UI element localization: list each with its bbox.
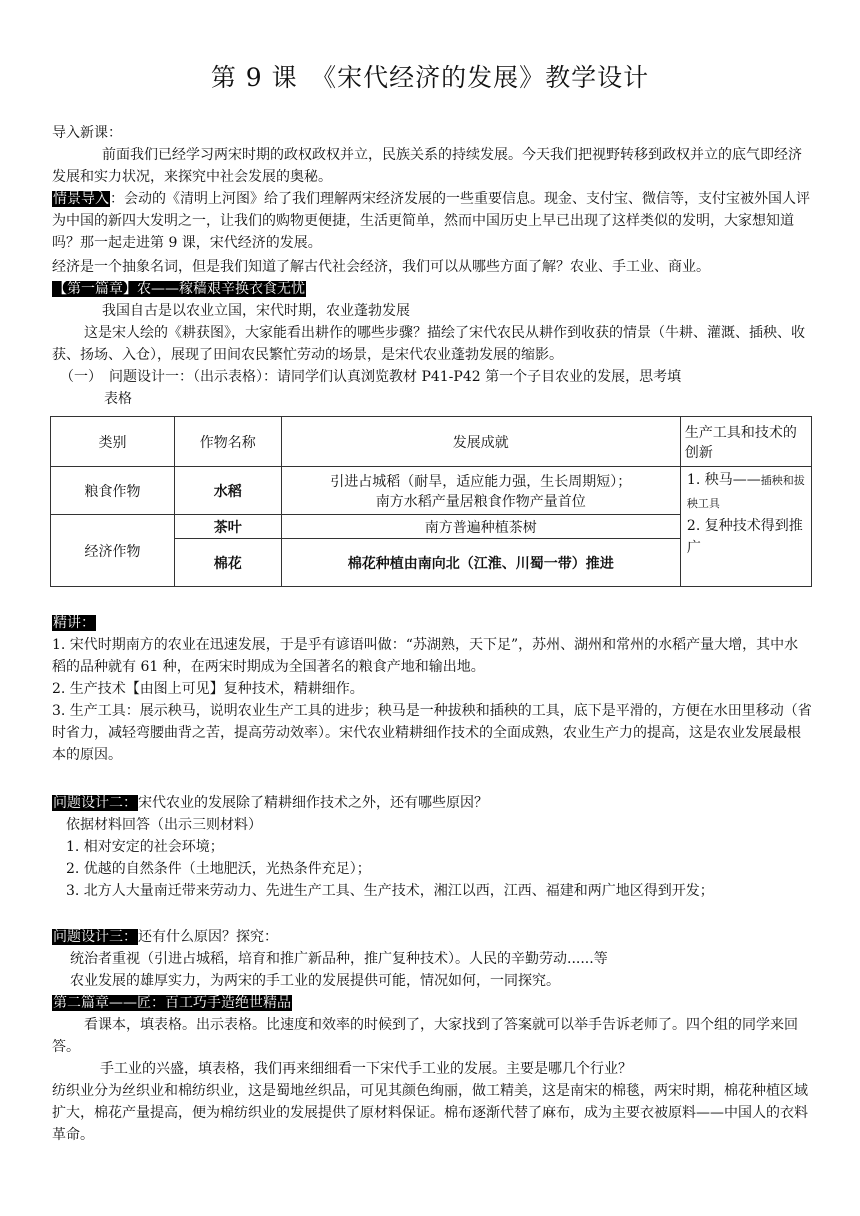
question2-item-1: 1. 相对安定的社会环境； [66, 839, 224, 855]
header-achievement: 发展成就 [281, 417, 680, 467]
chapter2-paragraph-3: 纺织业分为丝织业和棉纺织业，这是蜀地丝织品，可见其颜色绚丽，做工精美，这是南宋的棉毯，两宋时期，棉花种植区域扩大，棉花产量提高，便为棉纺织业的发展提供了原材料保证。棉布逐渐代替了麻布，成为主要衣被原料——中国人的衣料革命。 [52, 1083, 808, 1143]
cell-achievement: 棉花种植由南向北（江淮、川蜀一带）推进 [281, 539, 680, 587]
cell-achievement: 南方普遍种植茶树 [281, 515, 680, 539]
scene-intro-text: ：会动的《清明上河图》给了我们理解两宋经济发展的一些重要信息。现金、支付宝、微信等，支付宝被外国人评为中国的新四大发明之一，让我们的购物更便捷，生活更简单，然而中国历史上早已出现了这样类似的发明，大家想知道吗？那一起走进第 9 课，宋代经济的发展。 [52, 191, 810, 251]
chapter1-line1: 我国自古是以农业立国，宋代时期，农业蓬勃发展 [102, 303, 410, 319]
tools-item-1: 1. 秧马——插秧和拔秧工具 [686, 472, 805, 510]
question3-line1: 统治者重视（引进占城稻，培育和推广新品种，推广复种技术）。人民的辛勤劳动......等 [70, 951, 608, 967]
question1-line1: （一） 问题设计一：（出示表格）：请同学们认真浏览教材 P41-P42 第一个子目农业的发展，思考填 [60, 369, 682, 385]
question2-item-3: 3. 北方人大量南迁带来劳动力、先进生产工具、生产技术，湘江以西，江西、福建和两广地区得到开发； [66, 883, 714, 899]
chapter2-paragraph-2: 手工业的兴盛，填表格，我们再来细细看一下宋代手工业的发展。主要是哪几个行业？ [100, 1061, 632, 1077]
cell-crop: 棉花 [174, 539, 281, 587]
table-header-row [51, 417, 812, 467]
scene-intro-paragraph [52, 188, 812, 254]
economy-line: 经济是一个抽象名词，但是我们知道了解古代社会经济，我们可以从哪些方面了解？农业、手工业、商业。 [52, 259, 710, 275]
cell-achievement [281, 467, 680, 515]
question2-heading [52, 792, 812, 814]
jingjiang-point-1: 1. 宋代时期南方的农业在迅速发展，于是乎有谚语叫做：“苏湖熟，天下足”，苏州、湖州和常州的水稻产量大增，其中水稻的品种就有 61 种，在两宋时期成为全国著名的粮食产地和输出地。 [52, 637, 799, 675]
achievement-normal: 南方水稻产量居粮食作物产量首位 [375, 493, 586, 510]
question3-label: 问题设计三： [53, 929, 137, 945]
chapter1-label: 【第一篇章】农——稼穑艰辛换衣食无忧 [53, 281, 305, 297]
header-category: 类别 [51, 417, 175, 467]
question3-heading [52, 926, 812, 948]
chapter2-paragraph-1: 看课本，填表格。出示表格。比速度和效率的时候到了，大家找到了答案就可以举手告诉老师了。四个组的同学来回答。 [52, 1017, 798, 1055]
cell-crop: 茶叶 [174, 515, 281, 539]
cell-category: 粮食作物 [51, 467, 175, 515]
scene-intro-label: 情景导入 [53, 191, 109, 207]
intro-paragraph: 前面我们已经学习两宋时期的政权政权并立，民族关系的持续发展。今天我们把视野转移到政权并立的底气即经济发展和实力状况，来探究中社会发展的奥秘。 [52, 147, 802, 185]
chapter1-heading [52, 278, 812, 300]
jingjiang-heading [52, 612, 812, 634]
achievement-bold: 引进占城稻（耐旱，适应能力强，生长周期短）； [330, 473, 632, 490]
header-tools: 生产工具和技术的创新 [680, 417, 811, 467]
document-title: 第 9 课 《宋代经济的发展》教学设计 [210, 63, 650, 92]
cell-tools [680, 467, 811, 587]
question3-line2: 农业发展的雄厚实力，为两宋的手工业的发展提供可能，情况如何，一同探究。 [70, 973, 560, 989]
question2-text: 宋代农业的发展除了精耕细作技术之外，还有哪些原因？ [138, 795, 488, 811]
tools-item-2: 2. 复种技术得到推广 [686, 518, 803, 556]
cell-crop: 水稻 [174, 467, 281, 515]
chapter1-paragraph: 这是宋人绘的《耕获图》，大家能看出耕作的哪些步骤？描绘了宋代农民从耕作到收获的情景（牛耕、灌溉、插秧、收获、扬场、入仓），展现了田间农民繁忙劳动的场景，是宋代农业蓬勃发展的缩影。 [52, 325, 805, 363]
question2-label: 问题设计二： [53, 795, 137, 811]
chapter2-heading [52, 992, 812, 1014]
question3-text: 还有什么原因？探究： [138, 929, 278, 945]
cell-category: 经济作物 [51, 515, 175, 587]
jingjiang-label: 精讲： [53, 615, 95, 631]
intro-heading: 导入新课： [52, 125, 122, 141]
question2-sub: 依据材料回答（出示三则材料） [66, 817, 262, 833]
question2-item-2: 2. 优越的自然条件（土地肥沃，光热条件充足）； [66, 861, 371, 877]
agriculture-table [50, 416, 812, 587]
chapter2-label: 第二篇章——匠：百工巧手造绝世精品 [53, 995, 291, 1011]
tools-item-1-note: 插秧和拔秧工具 [686, 474, 805, 510]
header-crop: 作物名称 [174, 417, 281, 467]
question1-line2: 表格 [104, 391, 132, 407]
jingjiang-point-3: 3. 生产工具：展示秧马，说明农业生产工具的进步；秧马是一种拔秧和插秧的工具，底下是平滑的，方便在水田里移动（省时省力，减轻弯腰曲背之苦，提高劳动效率）。宋代农业精耕细作技术的全面成熟，农业生产力的提高，这是农业发展最根本的原因。 [52, 703, 812, 763]
jingjiang-point-2: 2. 生产技术【由图上可见】复种技术，精耕细作。 [52, 681, 364, 697]
table-row [51, 467, 812, 515]
